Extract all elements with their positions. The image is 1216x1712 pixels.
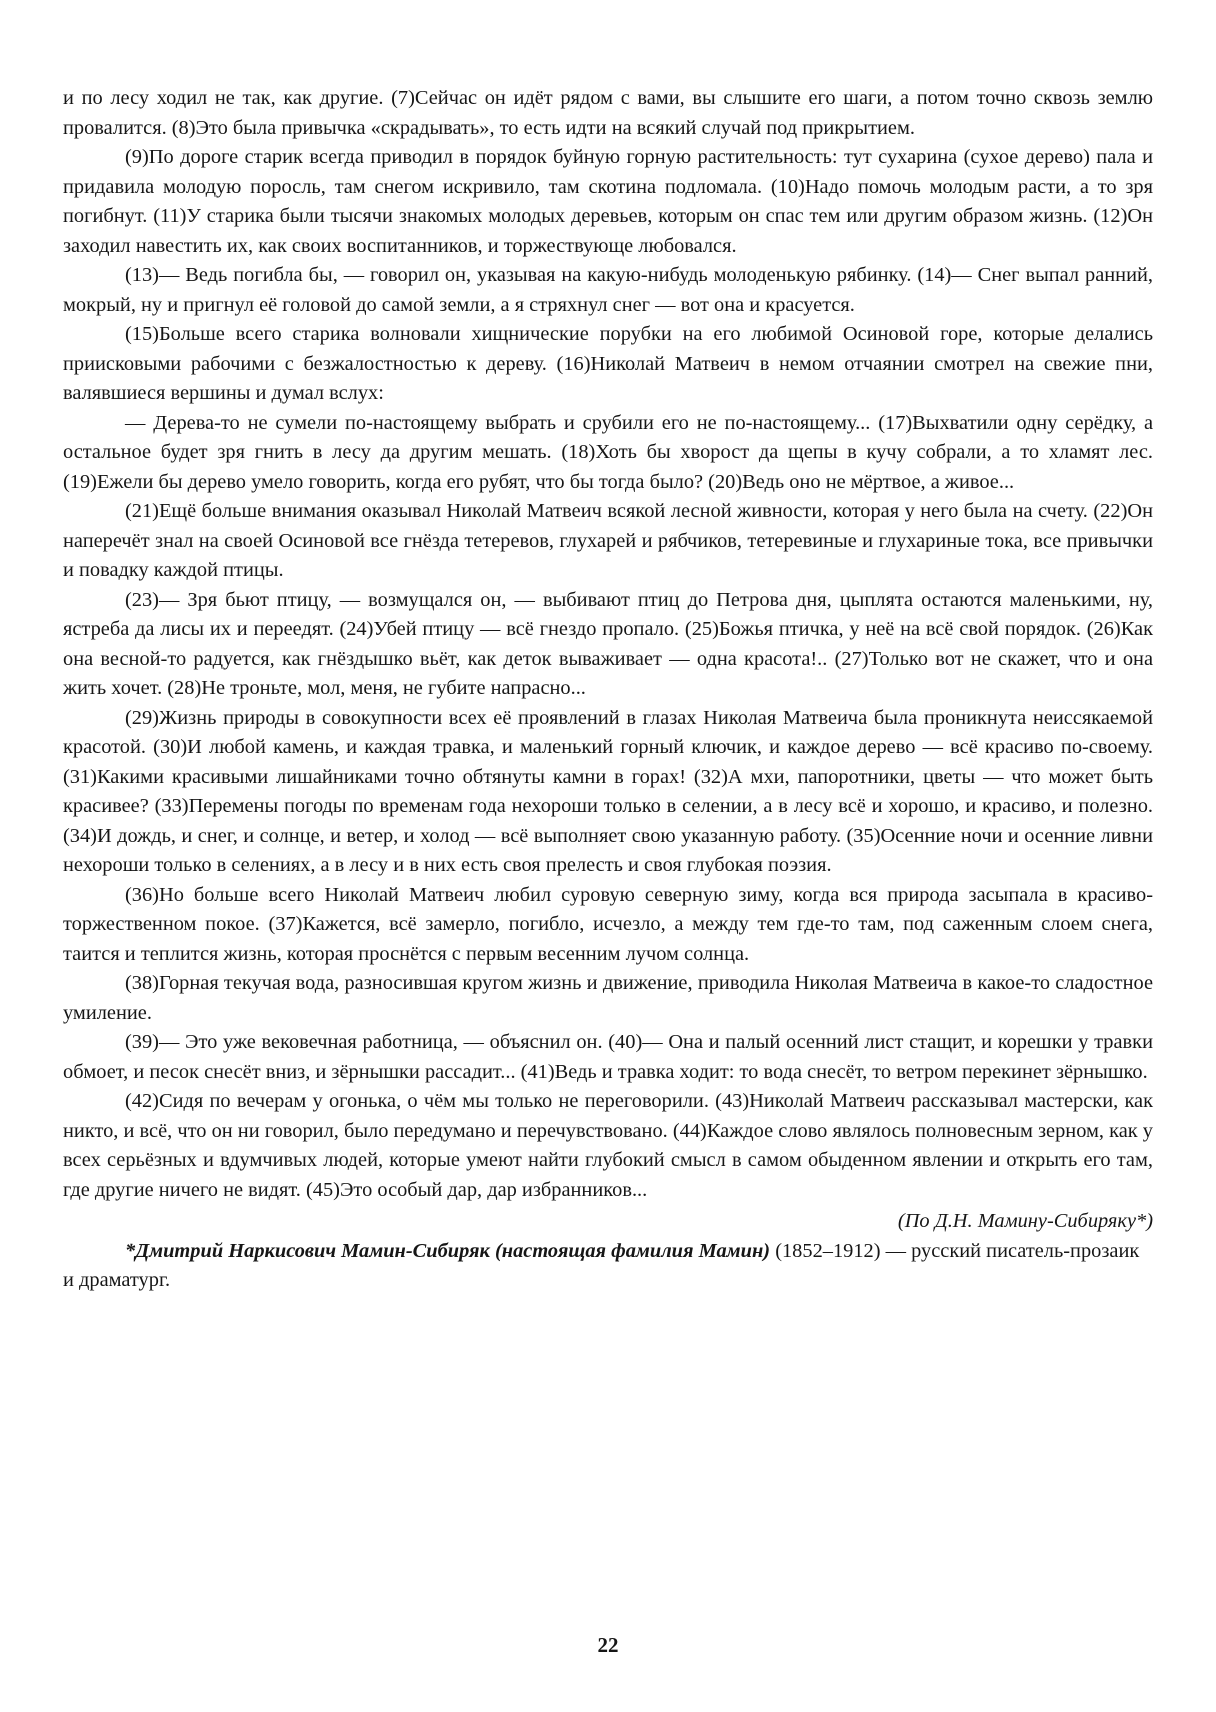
text-paragraph: (42)Сидя по вечерам у огонька, о чём мы только не переговорили. (43)Николай Матвеич рассказывал мастерски, как никто, и всё, что он ни говорил, было передумано и перечувствовано. (44)Каждое слово являлось полновесным зерном, как у всех серьёзных и вдумчивых людей, которые умеют найти глубокий смысл в самом обыденном явлении и открыть его там, где другие ничего не видят. (45)Это особый дар, дар избранников... — [63, 1090, 1153, 1201]
page-body — [63, 84, 1153, 1296]
text-paragraph: (38)Горная текучая вода, разносившая кругом жизнь и движение, приводила Николая Матвеича в какое-то сладостное умиление. — [63, 972, 1153, 1024]
text-paragraph: (36)Но больше всего Николай Матвеич любил суровую северную зиму, когда вся природа засыпала в красиво-торжественном покое. (37)Кажется, всё замерло, погибло, исчезло, а между тем где-то там, под саженным слоем снега, таится и теплится жизнь, которая проснётся с первым весенним лучом солнца. — [63, 883, 1153, 965]
text-paragraph: (9)По дороге старик всегда приводил в порядок буйную горную растительность: тут сухарина (сухое дерево) пала и придавила молодую поросль, там снегом искривило, там скотина подломала. (10)Надо помочь молодым расти, а то зря погибнут. (11)У старика были тысячи знакомых молодых деревьев, которым он спас тем или другим образом жизнь. (12)Он заходил навестить их, как своих воспитанников, и торжествующе любовался. — [63, 146, 1153, 257]
text-paragraph: (23)— Зря бьют птицу, — возмущался он, — выбивают птиц до Петрова дня, цыплята остаются маленькими, ну, ястреба да лисы их и переедят. (24)Убей птицу — всё гнездо пропало. (25)Божья птичка, у неё на всё свой порядок. (26)Как она весной-то радуется, как гнёздышко вьёт, как деток вываживает — одна красота!.. (27)Только вот не скажет, что и она жить хочет. (28)Не троньте, мол, меня, не губите напрасно... — [63, 588, 1153, 699]
text-paragraph: (29)Жизнь природы в совокупности всех её проявлений в глазах Николая Матвеича была проникнута неиссякаемой красотой. (30)И любой камень, и каждая травка, и маленький горный ключик, и каждое дерево — всё красиво по-своему. (31)Какими красивыми лишайниками точно обтянуты камни в горах! (32)А мхи, папоротники, цветы — что может быть красивее? (33)Перемены погоды по временам года нехороши только в селении, а в лесу всё и хорошо, и красиво, и полезно. (34)И дождь, и снег, и солнце, и ветер, и холод — всё выполняет свою указанную работу. (35)Осенние ночи и осенние ливни нехороши только в селениях, а в лесу и в них есть своя прелесть и своя глубокая поэзия. — [63, 706, 1153, 876]
text-paragraph: (15)Больше всего старика волновали хищнические порубки на его любимой Осиновой горе, которые делались приисковыми рабочими с безжалостностью к дереву. (16)Николай Матвеич в немом отчаянии смотрел на свежие пни, валявшиеся вершины и думал вслух: — [63, 323, 1153, 404]
author-footnote — [63, 1237, 1153, 1296]
footnote-author-description: (1852–1912) — русский писатель-прозаик и драматург. — [63, 1239, 1140, 1291]
text-paragraph: и по лесу ходил не так, как другие. (7)Сейчас он идёт рядом с вами, вы слышите его шаги, а потом точно сквозь землю провалится. (8)Это была привычка «скрадывать», то есть идти на всякий случай под прикрытием. — [63, 87, 1153, 139]
source-attribution: (По Д.Н. Мамину-Сибиряку*) — [897, 1210, 1153, 1232]
text-paragraph: (21)Ещё больше внимания оказывал Николай Матвеич всякой лесной живности, которая у него была на счету. (22)Он наперечёт знал на своей Осиновой все гнёзда тетеревов, глухарей и рябчиков, тетеревиные и глухариные тока, все привычки и повадку каждой птицы. — [63, 500, 1153, 581]
page-number: 22 — [597, 1633, 619, 1657]
text-paragraph: (39)— Это уже вековечная работница, — объяснил он. (40)— Она и палый осенний лист стащит, и корешки у травки обмоет, и песок снесёт вниз, и зёрнышки рассадит... (41)Ведь и травка ходит: то вода снесёт, то ветром перекинет зёрнышко. — [63, 1031, 1153, 1083]
text-paragraph: — Дерева-то не сумели по-настоящему выбрать и срубили его не по-настоящему... (17)Выхватили одну серёдку, а остальное будет зря гнить в лесу да другим мешать. (18)Хоть бы хворост да щепы в кучу собрали, а то хламят лес. (19)Ежели бы дерево умело говорить, когда его рубят, что бы тогда было? (20)Ведь оно не мёртвое, а живое... — [63, 411, 1153, 493]
footnote-author-name: *Дмитрий Наркисович Мамин-Сибиряк (настоящая фамилия Мамин) — [125, 1239, 771, 1262]
text-paragraph: (13)— Ведь погибла бы, — говорил он, указывая на какую-нибудь молоденькую рябинку. (14)— Снег выпал ранний, мокрый, ну и пригнул её головой до самой земли, а я стряхнул снег — вот она и красуется. — [63, 264, 1153, 316]
